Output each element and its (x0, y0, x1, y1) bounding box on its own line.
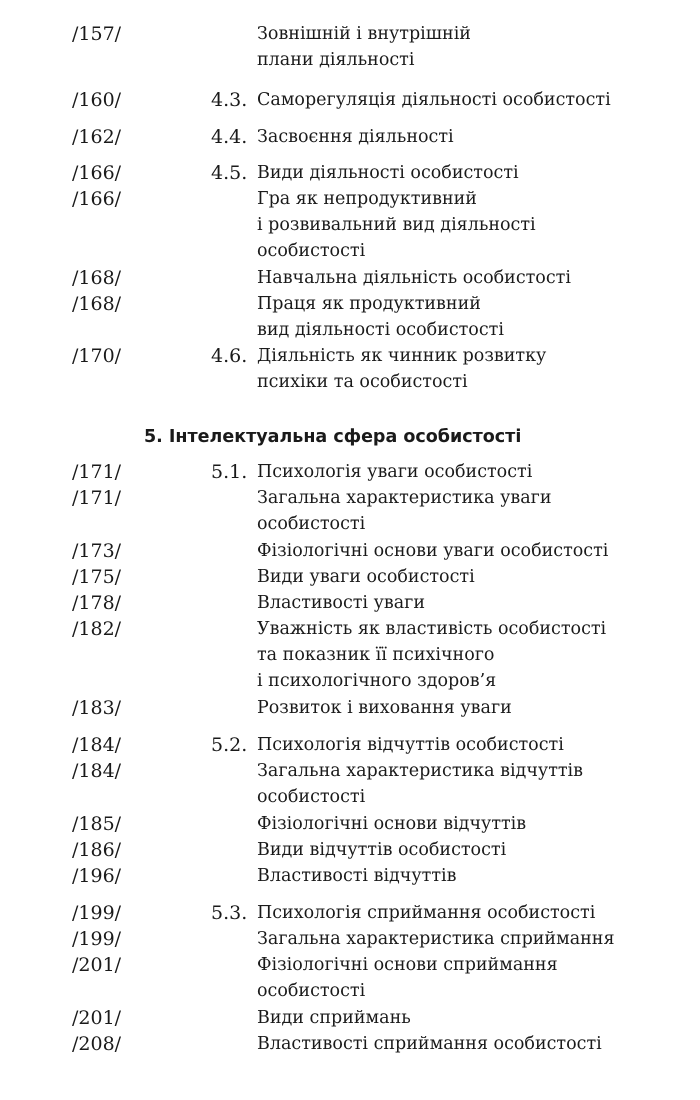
toc-page-number: /208/ (72, 1033, 122, 1055)
toc-title-line: плани діяльності (257, 50, 415, 70)
toc-entry (0, 926, 700, 952)
toc-title-line: вид діяльності особистості (257, 320, 504, 340)
toc-title-line: Загальна характеристика уваги (257, 488, 552, 508)
toc-title-line: особистості (257, 514, 366, 534)
toc-page-number: /160/ (72, 89, 122, 111)
toc-section-number: 4.6. (211, 345, 248, 367)
toc-section-number: 4.4. (211, 126, 248, 148)
toc-entry (0, 695, 700, 721)
toc-title-line: і психологічного здоров’я (257, 671, 497, 691)
toc-title-line: Фізіологічні основи відчуттів (257, 814, 527, 834)
toc-title-line: Загальна характеристика відчуттів (257, 761, 584, 781)
toc-title-line: Засвоєння діяльності (257, 127, 454, 147)
toc-entry (0, 87, 700, 113)
toc-page-number: /175/ (72, 566, 122, 588)
toc-entry (0, 485, 700, 534)
toc-title-line: Види діяльності особистості (257, 163, 519, 183)
toc-title-line: Психологія уваги особистості (257, 462, 533, 482)
toc-title-line: та показник її психічного (257, 645, 495, 665)
toc-title-line: Навчальна діяльність особистості (257, 268, 571, 288)
toc-page-number: /171/ (72, 461, 122, 483)
toc-entry (0, 564, 700, 590)
toc-entry (0, 1031, 700, 1057)
toc-entry (0, 459, 700, 485)
toc-page-number: /171/ (72, 487, 122, 509)
toc-title-line: Види відчуттів особистості (257, 840, 507, 860)
toc-page-number: /168/ (72, 293, 122, 315)
chapter-heading: 5. Інтелектуальна сфера особистості (144, 427, 522, 447)
toc-page-number: /183/ (72, 697, 122, 719)
toc-page-number: /199/ (72, 902, 122, 924)
toc-page-number: /157/ (72, 23, 122, 45)
toc-entry (0, 590, 700, 616)
toc-title-line: психіки та особистості (257, 372, 468, 392)
toc-entry (0, 265, 700, 291)
toc-page-number: /166/ (72, 188, 122, 210)
toc-entry (0, 538, 700, 564)
toc-page-number: /178/ (72, 592, 122, 614)
toc-title-line: Уважність як властивість особистості (257, 619, 607, 639)
toc-page-number: /201/ (72, 1007, 122, 1029)
toc-page-number: /166/ (72, 162, 122, 184)
toc-page-number: /196/ (72, 865, 122, 887)
toc-title-line: Саморегуляція діяльності особистості (257, 90, 611, 110)
toc-title-line: Види уваги особистості (257, 567, 475, 587)
toc-entry (0, 837, 700, 863)
toc-title-line: особистості (257, 981, 366, 1001)
toc-title-line: Властивості сприймання особистості (257, 1034, 602, 1054)
toc-page-number: /184/ (72, 734, 122, 756)
toc-section-number: 5.1. (211, 461, 248, 483)
toc-title-line: Розвиток і виховання уваги (257, 698, 512, 718)
toc-title-line: і розвивальний вид діяльності (257, 215, 536, 235)
toc-page-number: /185/ (72, 813, 122, 835)
toc-entry (0, 900, 700, 926)
toc-title-line: Види сприймань (257, 1008, 411, 1028)
toc-entry (0, 732, 700, 758)
toc-entry (0, 1005, 700, 1031)
toc-entry (0, 952, 700, 1001)
toc-entry (0, 758, 700, 807)
toc-title-line: Психологія сприймання особистості (257, 903, 596, 923)
toc-entry (0, 186, 700, 261)
toc-page-number: /186/ (72, 839, 122, 861)
toc-title-line: Властивості уваги (257, 593, 426, 613)
toc-page-number: /182/ (72, 618, 122, 640)
toc-section-number: 4.5. (211, 162, 248, 184)
toc-entry (0, 343, 700, 392)
toc-entry (0, 291, 700, 340)
toc-page-number: /168/ (72, 267, 122, 289)
toc-title-line: Гра як непродуктивний (257, 189, 477, 209)
toc-page-number: /201/ (72, 954, 122, 976)
toc-title-line: особистості (257, 241, 366, 261)
toc-section-number: 5.3. (211, 902, 248, 924)
toc-title-line: Зовнішній і внутрішній (257, 24, 471, 44)
toc-section-number: 4.3. (211, 89, 248, 111)
toc-title-line: Психологія відчуттів особистості (257, 735, 564, 755)
toc-title-line: Фізіологічні основи сприймання (257, 955, 558, 975)
toc-entry (0, 811, 700, 837)
toc-entry (0, 160, 700, 186)
toc-title-line: Фізіологічні основи уваги особистості (257, 541, 609, 561)
toc-title-line: Загальна характеристика сприймання (257, 929, 615, 949)
toc-page-number: /162/ (72, 126, 122, 148)
toc-entry (0, 616, 700, 691)
toc-page-number: /173/ (72, 540, 122, 562)
toc-entry (0, 21, 700, 70)
toc-entry (0, 124, 700, 150)
toc-page-number: /170/ (72, 345, 122, 367)
toc-title-line: Діяльність як чинник розвитку (257, 346, 547, 366)
toc-title-line: особистості (257, 787, 366, 807)
toc-title-line: Праця як продуктивний (257, 294, 481, 314)
toc-page-number: /199/ (72, 928, 122, 950)
toc-section-number: 5.2. (211, 734, 248, 756)
toc-page-number: /184/ (72, 760, 122, 782)
toc-title-line: Властивості відчуттів (257, 866, 457, 886)
toc-entry (0, 863, 700, 889)
